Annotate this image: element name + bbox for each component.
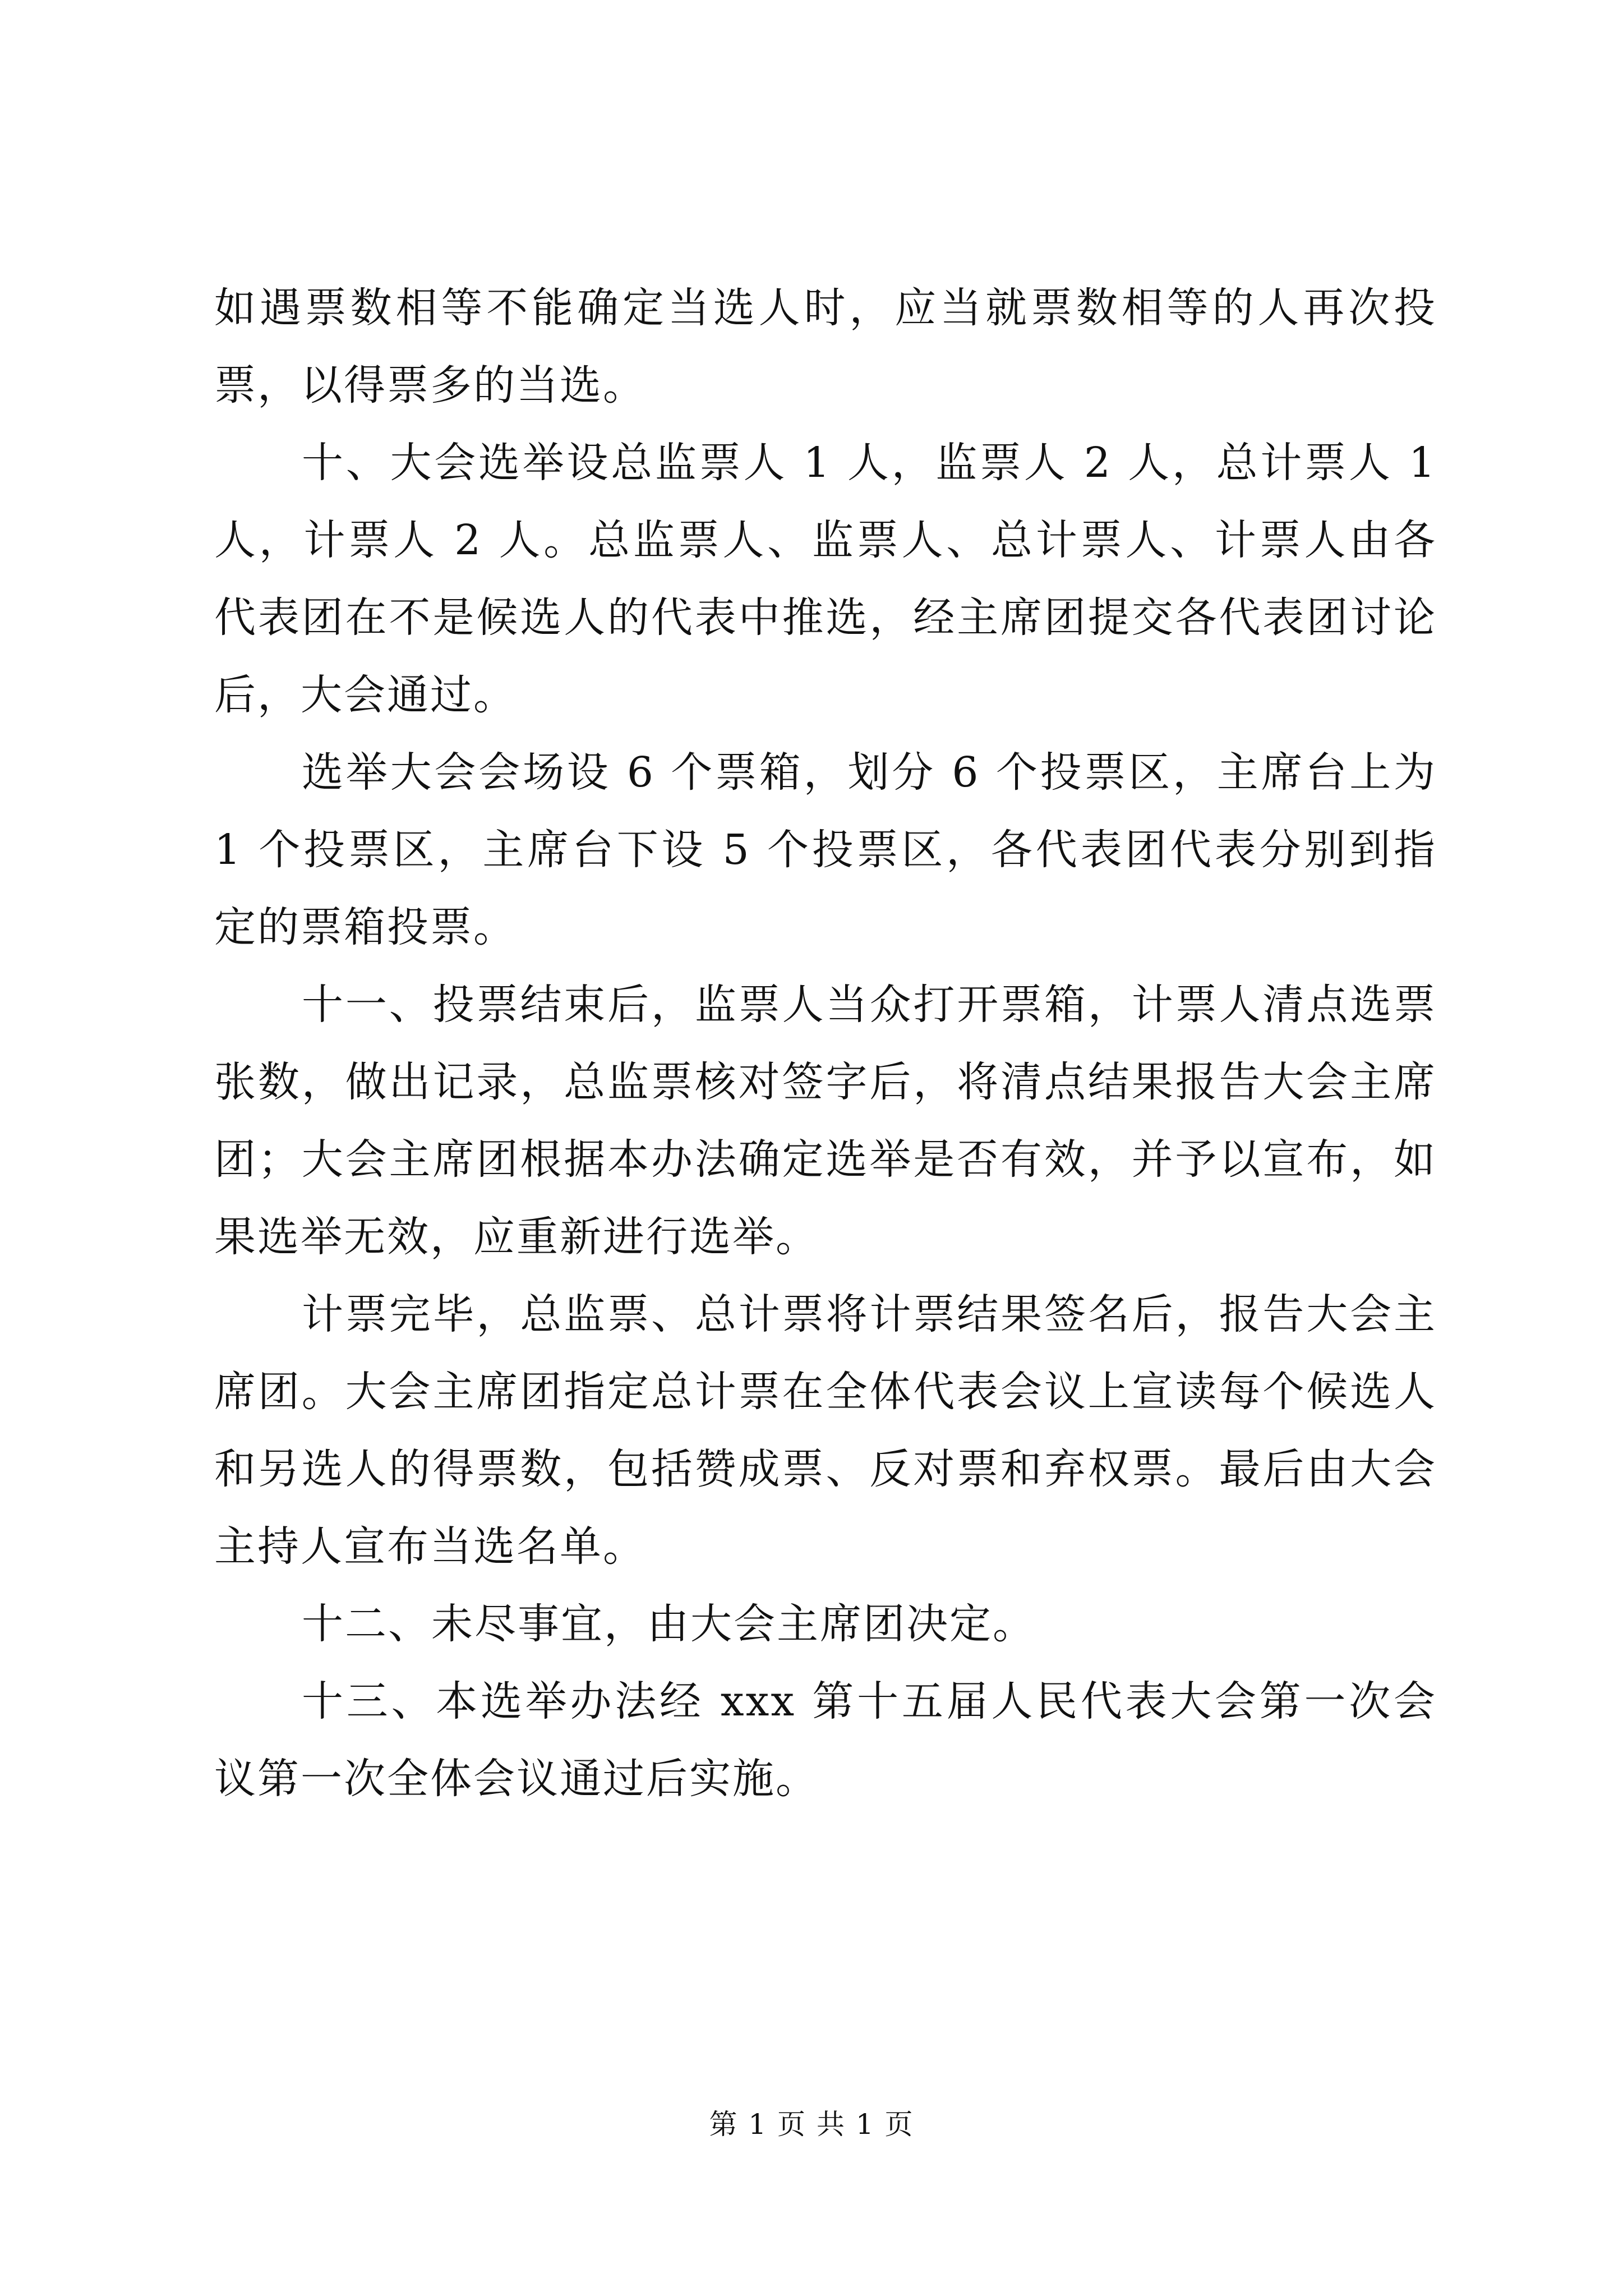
paragraph-vote-count: 计票完毕，总监票、总计票将计票结果签名后，报告大会主席团。大会主席团指定总计票在全体代表会议上宣读每个候选人和另选人的得票数，包括赞成票、反对票和弃权票。最后由大会主持人宣布当选名单。: [214, 1290, 1437, 1571]
paragraph-ballot-boxes: 选举大会会场设 6 个票箱，划分 6 个投票区，主席台上为 1 个投票区，主席台下设 5 个投票区，各代表团代表分别到指定的票箱投票。: [214, 748, 1437, 951]
paragraph-article-12: 十二、未尽事宜，由大会主席团决定。: [302, 1600, 1036, 1648]
paragraph-article-10: 十、大会选举设总监票人 1 人，监票人 2 人，总计票人 1 人，计票人 2 人。总监票人、监票人、总计票人、计票人由各代表团在不是候选人的代表中推选，经主席团提交各代表团讨论后，大会通过。: [214, 439, 1437, 719]
document-body: [214, 269, 1437, 1818]
paragraph-article-11: 十一、投票结束后，监票人当众打开票箱，计票人清点选票张数，做出记录，总监票核对签字后，将清点结果报告大会主席团；大会主席团根据本办法确定选举是否有效，并予以宣布，如果选举无效，应重新进行选举。: [214, 981, 1437, 1261]
paragraph-article-13: 十三、本选举办法经 xxx 第十五届人民代表大会第一次会议第一次全体会议通过后实施。: [214, 1677, 1437, 1803]
paragraph-continuation: 如遇票数相等不能确定当选人时，应当就票数相等的人再次投票，以得票多的当选。: [214, 284, 1437, 409]
page-footer: 第 1 页 共 1 页: [709, 2108, 914, 2141]
